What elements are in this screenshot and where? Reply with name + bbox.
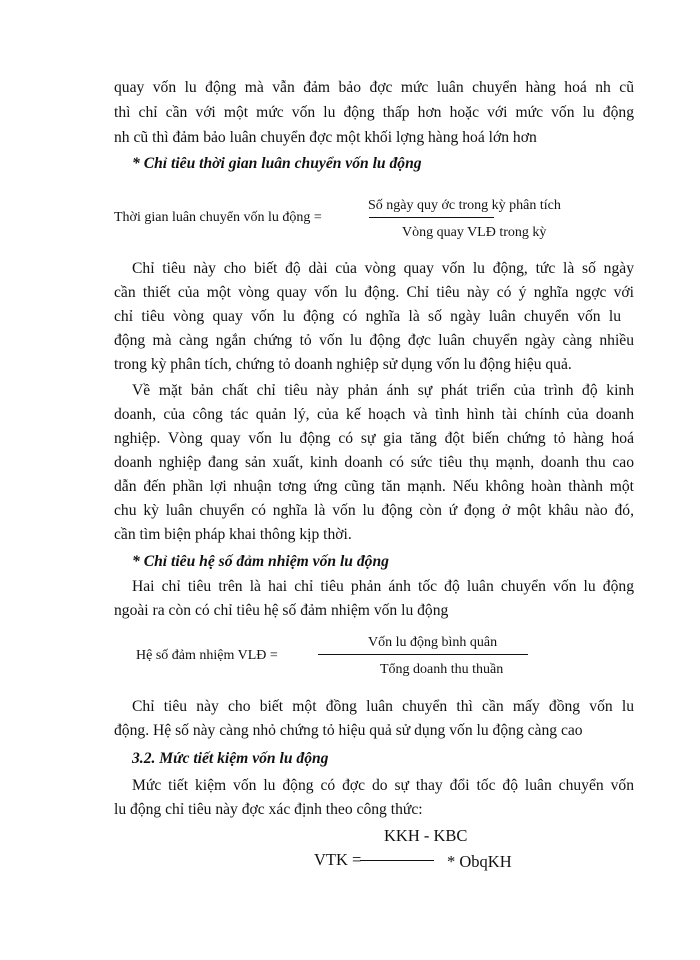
paragraph-3-line-2: doanh, của công tác quản lý, của kế hoạch và tình hình tài chính của doanh bbox=[114, 406, 634, 423]
paragraph-3-line-4: doanh nghiệp đang sản xuất, kinh doanh có sức tiêu thụ mạnh, doanh thu cao bbox=[114, 454, 634, 471]
paragraph-2-line-4: động mà càng ngắn chứng tỏ vốn lu động đợc luân chuyển ngày càng nhiều bbox=[114, 332, 634, 349]
formula-2-lhs: Hệ số đảm nhiệm VLĐ = bbox=[136, 648, 278, 663]
paragraph-2-line-5: trong kỳ phân tích, chứng tỏ doanh nghiệp sử dụng vốn lu động hiệu quả. bbox=[114, 356, 572, 373]
paragraph-2-line-3: chỉ tiêu vòng quay vốn lu động có nghĩa là số ngày luân chuyển vốn lu bbox=[114, 308, 621, 325]
formula-1-lhs: Thời gian luân chuyển vốn lu động = bbox=[114, 210, 322, 225]
paragraph-2-line-2: cần thiết của một vòng quay vốn lu động. Chỉ tiêu này có ý nghĩa ngợc với bbox=[114, 284, 634, 301]
heading-capital-coefficient: * Chỉ tiêu hệ số đảm nhiệm vốn lu động bbox=[132, 553, 389, 570]
paragraph-1-line-2: thì chỉ cần với một mức vốn lu động thấp hơn hoặc với mức vốn lu động bbox=[114, 104, 634, 121]
paragraph-3-line-7: cần tìm biện pháp khai thông kịp thời. bbox=[114, 526, 352, 543]
formula-3-rhs: * ObqKH bbox=[447, 852, 512, 871]
paragraph-6-line-1: Mức tiết kiệm vốn lu động có đợc do sự thay đổi tốc độ luân chuyển vốn bbox=[132, 777, 634, 794]
paragraph-3-line-3: nghiệp. Vòng quay vốn lu động có sự gia tăng đột biến chứng tỏ hàng hoá bbox=[114, 430, 634, 447]
formula-1-fraction-bar bbox=[369, 217, 494, 218]
paragraph-3-line-5: dẫn đến phần lợi nhuận tơng ứng cũng tăn mạnh. Nếu không hoàn thành một bbox=[114, 478, 634, 495]
formula-2-fraction-bar bbox=[318, 654, 528, 655]
formula-3-numerator: KKH - KBC bbox=[384, 826, 468, 845]
paragraph-5-line-2: động. Hệ số này càng nhỏ chứng tỏ hiệu quả sử dụng vốn lu động càng cao bbox=[114, 722, 583, 739]
paragraph-1-line-1: quay vốn lu động mà vẫn đảm bảo đợc mức luân chuyển hàng hoá nh cũ bbox=[114, 79, 634, 96]
formula-1-numerator: Số ngày quy ớc trong kỳ phân tích bbox=[368, 198, 561, 213]
formula-3-lhs: VTK = bbox=[314, 850, 362, 869]
formula-2-denominator: Tổng doanh thu thuần bbox=[380, 662, 504, 677]
paragraph-4-line-2: ngoài ra còn có chỉ tiêu hệ số đảm nhiệm vốn lu động bbox=[114, 602, 449, 619]
formula-2-numerator: Vốn lu động bình quân bbox=[368, 635, 498, 650]
formula-3-fraction-bar bbox=[360, 860, 434, 861]
paragraph-3-line-1: Về mặt bản chất chỉ tiêu này phản ánh sự phát triển của trình độ kinh bbox=[132, 382, 634, 399]
heading-turnover-time: * Chỉ tiêu thời gian luân chuyển vốn lu động bbox=[132, 155, 422, 172]
paragraph-1-line-3: nh cũ thì đảm bảo luân chuyển đợc một khối lợng hàng hoá lớn hơn bbox=[114, 129, 537, 146]
heading-capital-savings: 3.2. Mức tiết kiệm vốn lu động bbox=[132, 750, 329, 767]
paragraph-4-line-1: Hai chỉ tiêu trên là hai chỉ tiêu phản ánh tốc độ luân chuyển vốn lu động bbox=[132, 578, 634, 595]
paragraph-2-line-1: Chỉ tiêu này cho biết độ dài của vòng quay vốn lu động, tức là số ngày bbox=[132, 260, 634, 277]
paragraph-5-line-1: Chỉ tiêu này cho biết một đồng luân chuyển thì cần mấy đồng vốn lu bbox=[132, 698, 634, 715]
formula-1-denominator: Vòng quay VLĐ trong kỳ bbox=[402, 225, 547, 240]
paragraph-3-line-6: chu kỳ luân chuyển có nghĩa là vốn lu động còn ứ đọng ở một khâu nào đó, bbox=[114, 502, 634, 519]
paragraph-6-line-2: lu động chỉ tiêu này đợc xác định theo công thức: bbox=[114, 801, 423, 818]
